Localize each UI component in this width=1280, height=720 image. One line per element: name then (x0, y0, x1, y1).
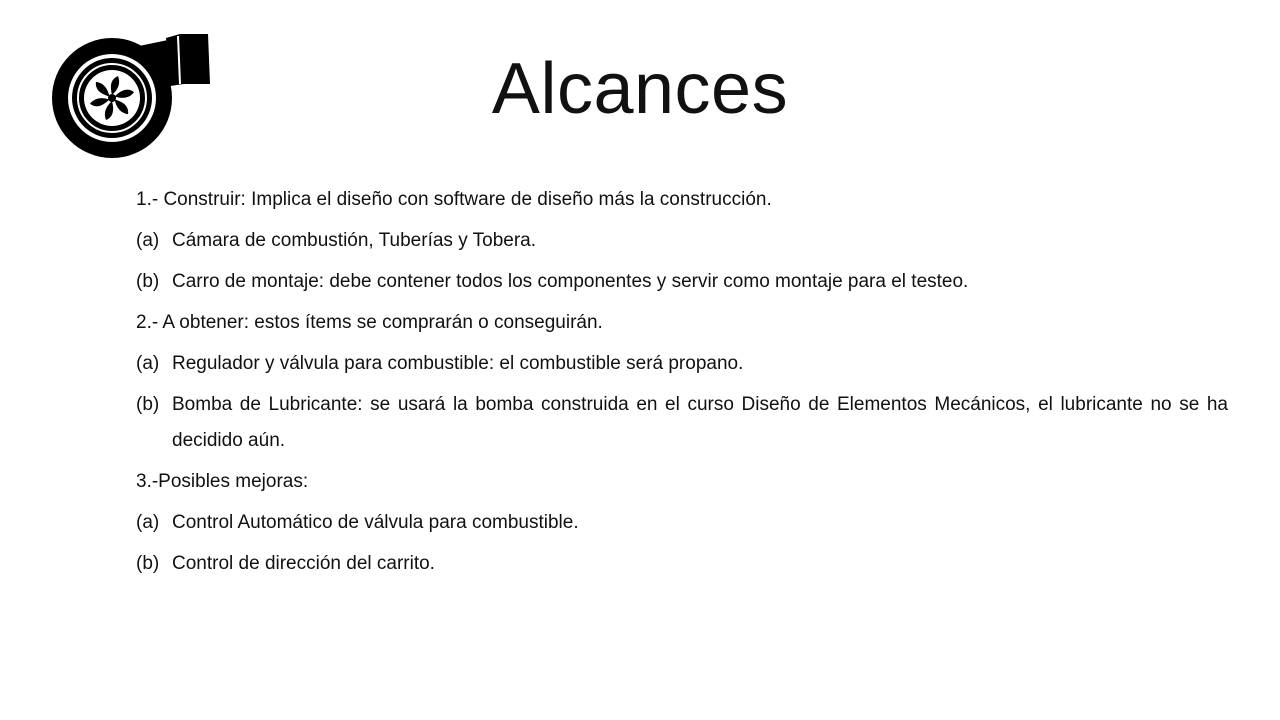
list-marker: (a) (136, 512, 160, 533)
list-marker: (b) (136, 271, 160, 292)
section-heading: 2.- A obtener: estos ítems se comprarán o conseguirán. (136, 312, 603, 333)
list-item (136, 264, 1228, 300)
list-item-text: Control de dirección del carrito. (172, 553, 435, 574)
list-item-text: Bomba de Lubricante: se usará la bomba construida en el curso Diseño de Elementos Mecánicos, el lubricante no se ha decidido aún. (172, 394, 1228, 451)
list-item (136, 505, 1228, 541)
list-marker: (a) (136, 230, 160, 251)
list-item-text: Carro de montaje: debe contener todos los componentes y servir como montaje para el testeo. (172, 271, 969, 292)
list-item-text: Regulador y válvula para combustible: el combustible será propano. (172, 353, 744, 374)
list-item-text: Control Automático de válvula para combustible. (172, 512, 579, 533)
section-heading: 1.- Construir: Implica el diseño con software de diseño más la construcción. (136, 189, 772, 210)
list-item (136, 223, 1228, 259)
content-body (136, 182, 1228, 587)
list-marker: (a) (136, 353, 160, 374)
list-marker: (b) (136, 394, 160, 415)
list-marker: (b) (136, 553, 160, 574)
section-heading: 3.-Posibles mejoras: (136, 471, 309, 492)
list-item (136, 546, 1228, 582)
list-item (136, 387, 1228, 459)
page-title: Alcances (491, 49, 789, 129)
list-item-text: Cámara de combustión, Tuberías y Tobera. (172, 230, 537, 251)
list-item (136, 346, 1228, 382)
